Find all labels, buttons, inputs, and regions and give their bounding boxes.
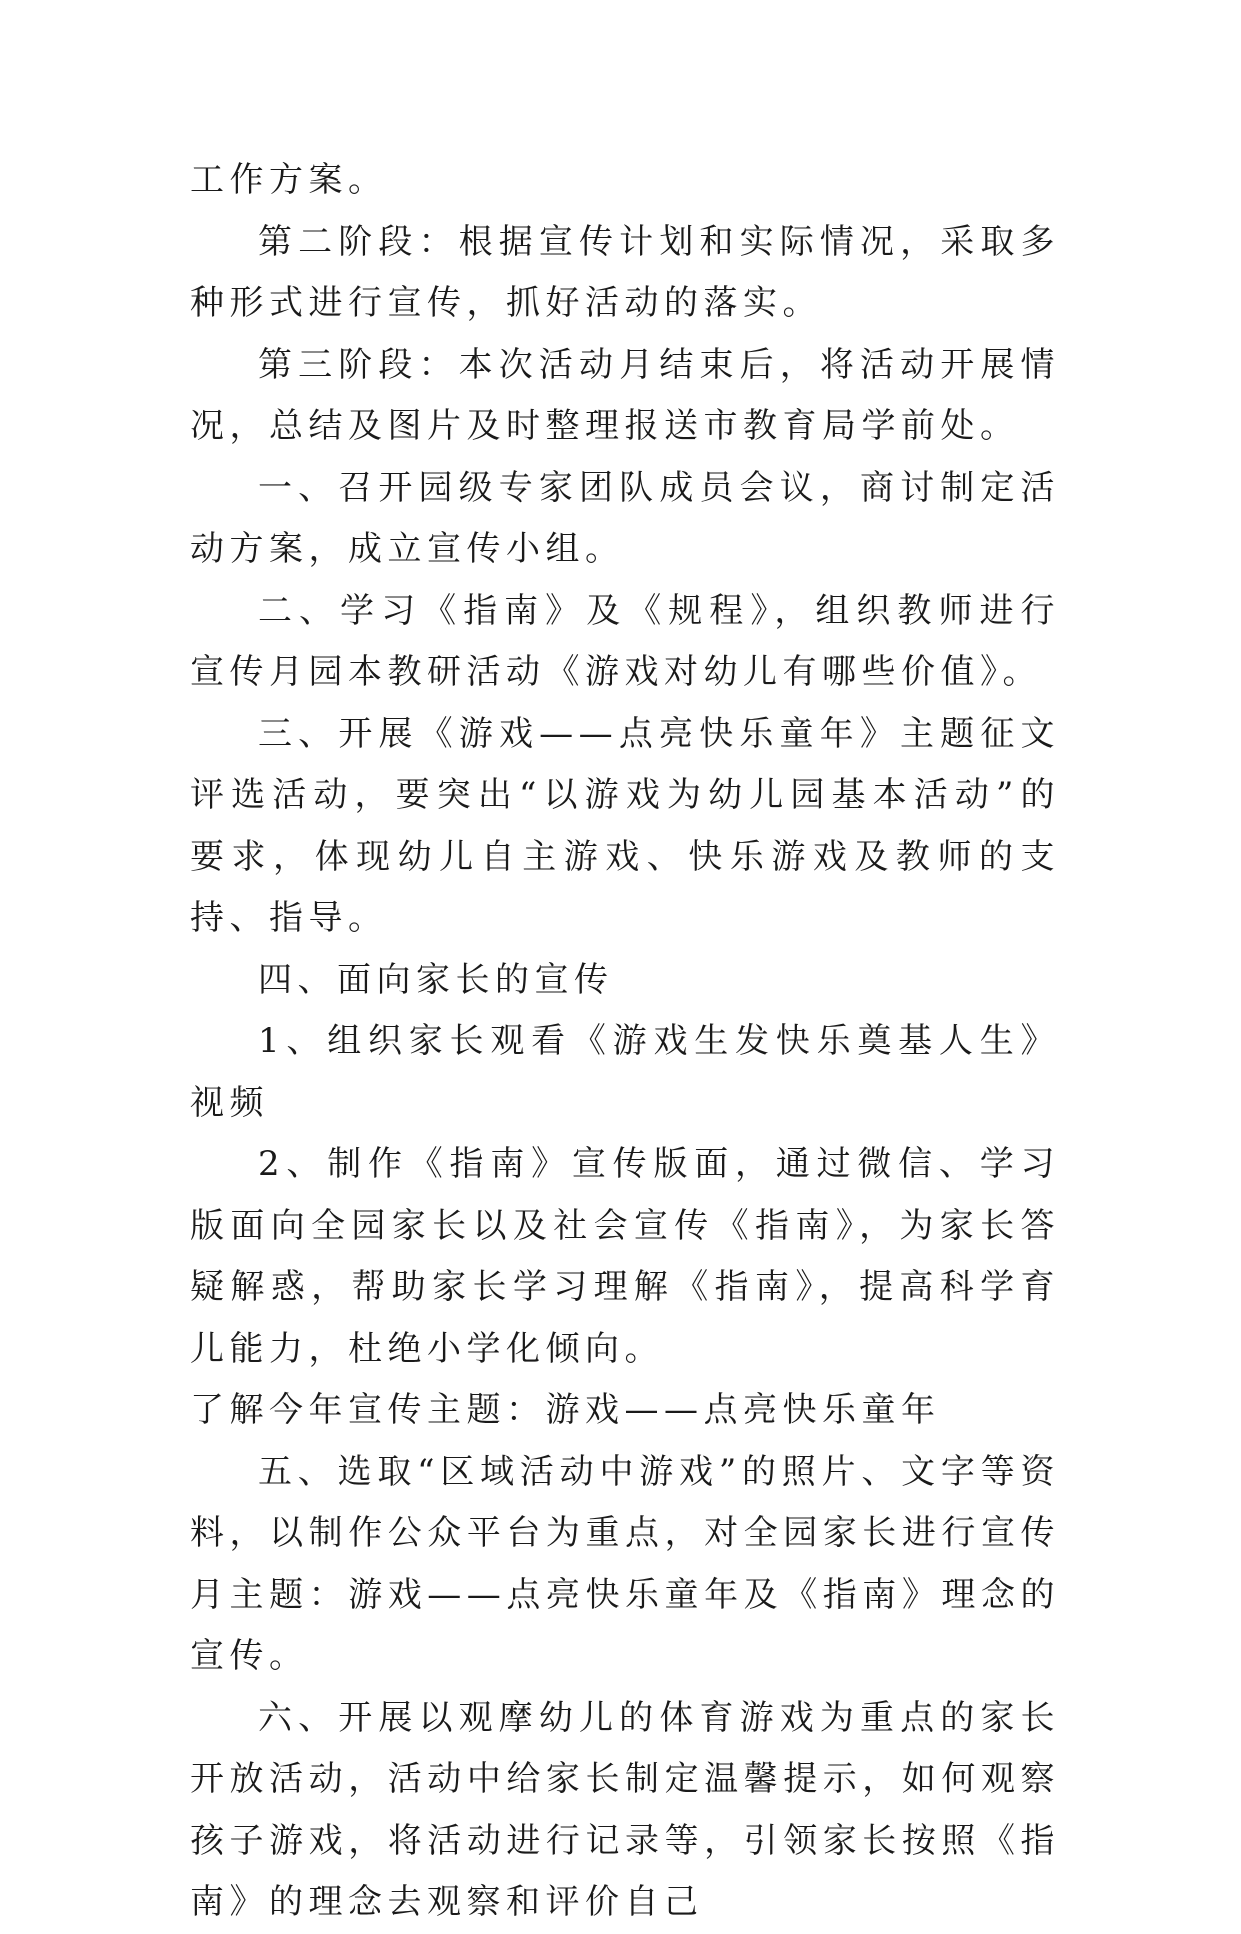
paragraph-item-three: 三、开展《游戏——点亮快乐童年》主题征文评选活动，要突出“以游戏为幼儿园基本活动”的要求，体现幼儿自主游戏、快乐游戏及教师的支持、指导。 [190, 713, 1060, 938]
paragraph-item-two: 二、学习《指南》及《规程》，组织教师进行宣传月园本教研活动《游戏对幼儿有哪些价值》。 [190, 590, 1060, 692]
paragraph-item-one: 一、召开园级专家团队成员会议，商讨制定活动方案，成立宣传小组。 [190, 467, 1060, 569]
paragraph-item-four-sub-two: 2、制作《指南》宣传版面，通过微信、学习版面向全园家长以及社会宣传《指南》，为家长答疑解惑，帮助家长学习理解《指南》，提高科学育儿能力，杜绝小学化倾向。 [190, 1144, 1060, 1369]
paragraph-stage-three: 第三阶段：本次活动月结束后，将活动开展情况，总结及图片及时整理报送市教育局学前处。 [190, 344, 1060, 446]
paragraph-item-four-sub-one: 1、组织家长观看《游戏生发快乐奠基人生》视频 [190, 1021, 1060, 1123]
document-body [190, 150, 1060, 1934]
paragraph-theme-note: 了解今年宣传主题：游戏——点亮快乐童年 [190, 1390, 941, 1430]
paragraph-item-five: 五、选取“区域活动中游戏”的照片、文字等资料，以制作公众平台为重点，对全园家长进行宣传月主题：游戏——点亮快乐童年及《指南》理念的宣传。 [190, 1451, 1060, 1676]
paragraph-item-four-heading: 四、面向家长的宣传 [258, 959, 614, 1000]
paragraph-item-six: 六、开展以观摩幼儿的体育游戏为重点的家长开放活动，活动中给家长制定温馨提示，如何观察孩子游戏，将活动进行记录等，引领家长按照《指南》的理念去观察和评价自己 [190, 1697, 1060, 1922]
paragraph-work-plan-end: 工作方案。 [190, 160, 388, 200]
paragraph-stage-two: 第二阶段：根据宣传计划和实际情况，采取多种形式进行宣传，抓好活动的落实。 [190, 221, 1060, 323]
